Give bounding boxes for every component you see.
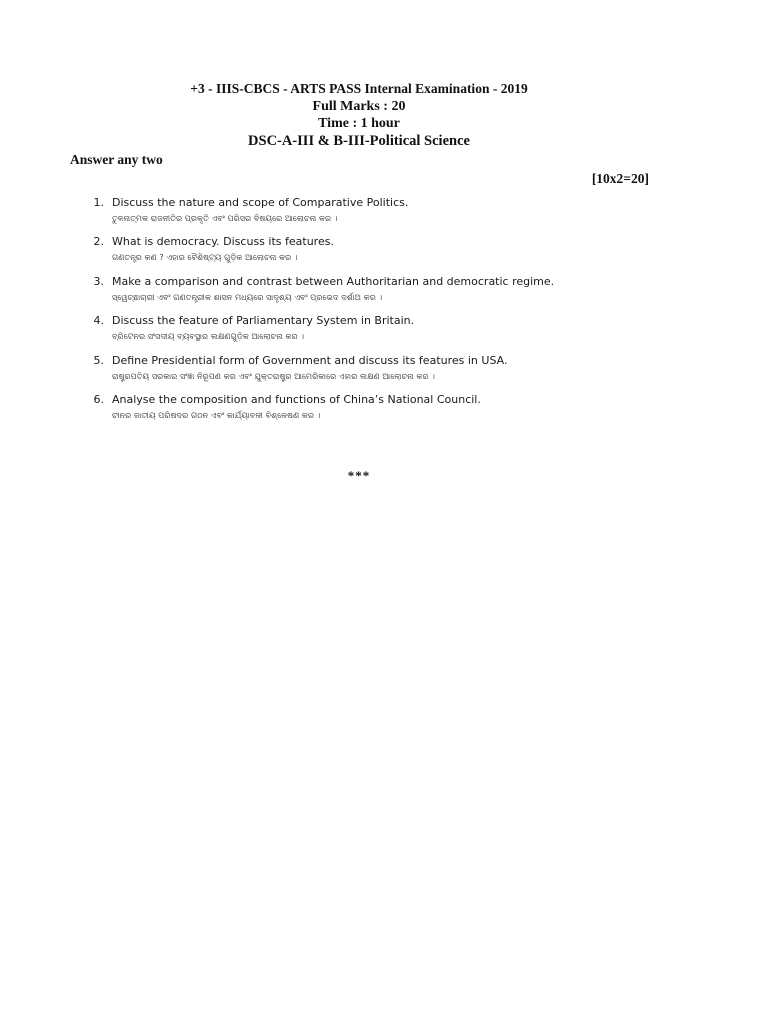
question-translation: ଚୀନର ଜାତୀୟ ପରିଷଦର ଗଠନ ଏବଂ କାର୍ଯ୍ୟାବଳୀ ବିଶ୍ଳେଷଣ କର । [112, 410, 321, 420]
exam-header [0, 80, 718, 150]
question-item [88, 275, 688, 314]
question-number: 5. [93, 353, 104, 367]
question-item [88, 196, 688, 235]
question-translation: ତୁଳନାତ୍ମକ ରାଜନୀତିର ପ୍ରକୃତି ଏବଂ ପରିସର ବିଷୟରେ ଆଲୋଚନା କର । [112, 214, 338, 223]
question-translation: ରାଷ୍ଟ୍ରପତିୟ ସରକାର ସଂଜ୍ଞା ନିରୂପଣ କର ଏବଂ ଯୁକ୍ତରାଷ୍ଟ୍ର ଆମେରିକାରେ ଏହାର ଲକ୍ଷଣ ଆଲୋଚନା କର । [112, 371, 435, 381]
question-text: What is democracy. Discuss its features. [112, 235, 334, 249]
question-text: Discuss the feature of Parliamentary System in Britain. [112, 314, 415, 328]
question-text: Analyse the composition and functions of China’s National Council. [112, 392, 481, 406]
instruction-text: Answer any two [70, 152, 163, 167]
question-item [88, 393, 688, 432]
marks-distribution: [10x2=20] [591, 171, 649, 186]
question-text: Make a comparison and contrast between Authoritarian and democratic regime. [112, 274, 555, 288]
full-marks: Full Marks : 20 [312, 98, 406, 114]
question-translation: ଗଣତନ୍ତ୍ର କଣ ? ଏହାର ବୈଶିଷ୍ଟ୍ୟ ଗୁଡ଼ିକ ଆଲୋଚନା କର । [112, 253, 298, 263]
exam-title: +3 - IIIS-CBCS - ARTS PASS Internal Examination - 2019 [190, 81, 528, 96]
question-item [88, 235, 688, 274]
question-text: Discuss the nature and scope of Comparative Politics. [112, 196, 409, 209]
question-translation: ସ୍ୱେଚ୍ଛାଚାରୀ ଏବଂ ଗଣତନ୍ତ୍ରୀକ ଶାସନ ମଧ୍ୟରେ ସାଦୃଶ୍ୟ ଏବଂ ପ୍ରଭେଦ ଦର୍ଶାଅ କର । [112, 292, 383, 302]
question-number: 4. [93, 314, 104, 328]
question-number: 2. [93, 235, 104, 249]
paper-subject: DSC-A-III & B-III-Political Science [248, 132, 470, 149]
question-number: 3. [93, 274, 104, 288]
question-number: 6. [93, 392, 104, 406]
question-number: 1. [93, 196, 104, 209]
question-text: Define Presidential form of Government and discuss its features in USA. [112, 353, 508, 367]
question-item [88, 314, 688, 353]
question-item [88, 354, 688, 393]
question-list [88, 196, 688, 432]
question-translation: ବ୍ରିଟେନର ସଂସଦୀୟ ବ୍ୟବସ୍ଥାର ଲକ୍ଷଣଗୁଡ଼ିକ ଆଲୋଚନା କର । [112, 332, 305, 342]
exam-duration: Time : 1 hour [318, 116, 400, 131]
end-of-paper-mark: *** [347, 468, 371, 483]
